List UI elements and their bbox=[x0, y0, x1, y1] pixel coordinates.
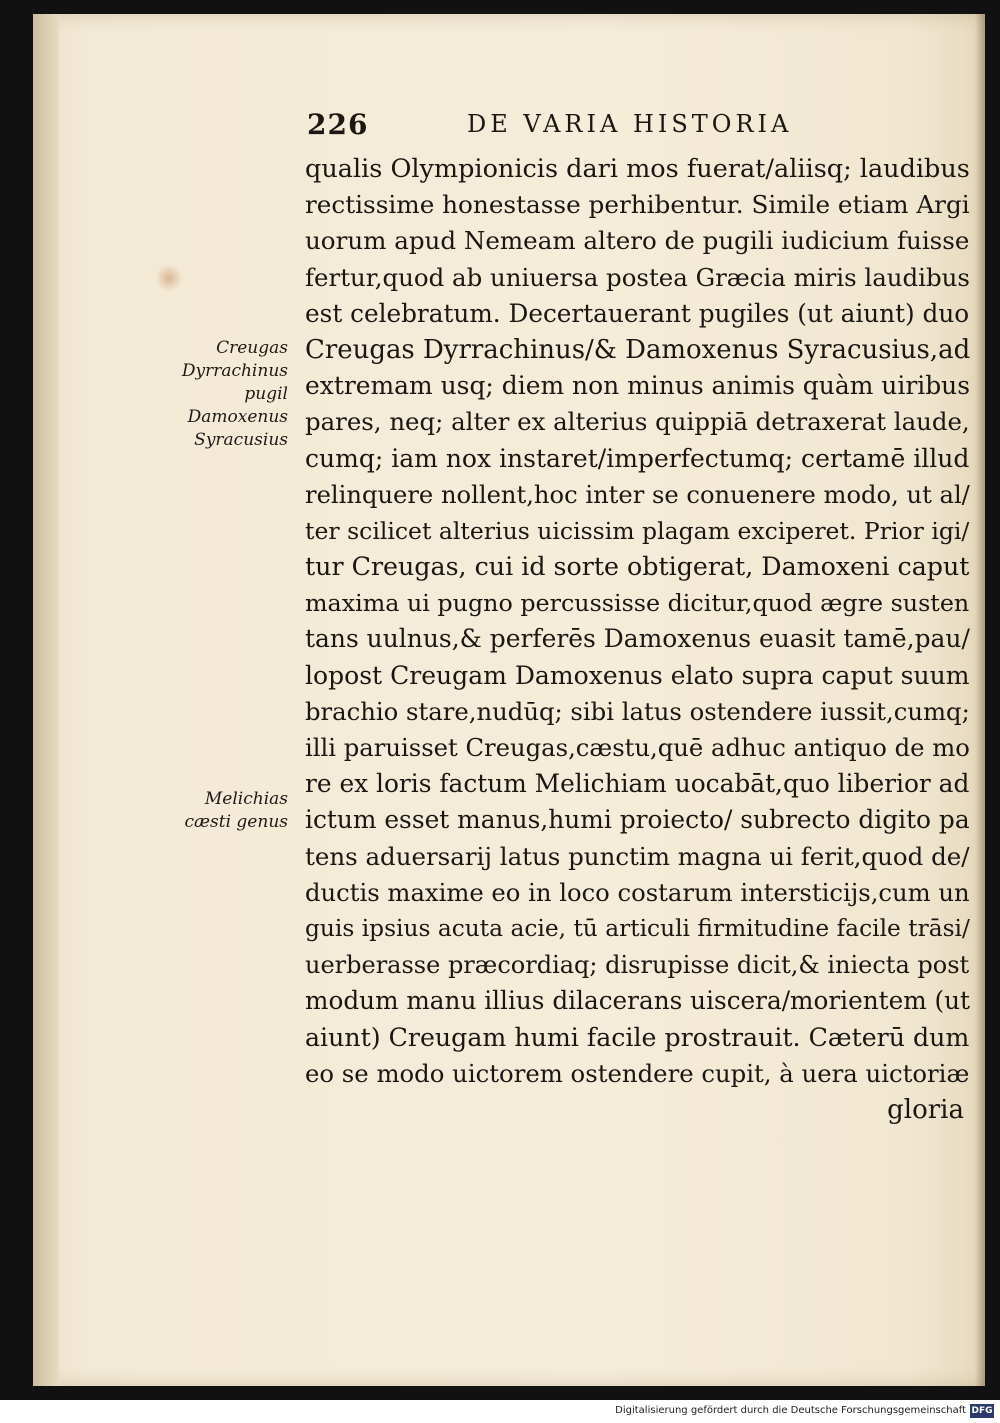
marginal-note-line: pugil bbox=[244, 384, 288, 404]
page-number: 226 bbox=[307, 108, 369, 141]
marginal-note-line: Dyrrachinus bbox=[181, 361, 288, 381]
marginal-note-line: Damoxenus bbox=[187, 407, 288, 427]
marginal-note-line: Melichias bbox=[204, 789, 288, 809]
text-line: tens aduersarij latus punctim magna ui ferit,quod de/ bbox=[305, 841, 970, 871]
marginal-note-line: Creugas bbox=[216, 338, 288, 358]
dfg-logo-icon: DFG bbox=[971, 1406, 993, 1416]
text-line: tur Creugas, cui id sorte obtigerat, Damoxeni caput bbox=[305, 552, 970, 582]
ink-stain bbox=[155, 264, 183, 292]
body-text bbox=[305, 151, 970, 1128]
text-line: ictum esset manus,humi proiecto/ subrecto digito pa bbox=[305, 805, 970, 835]
text-line: est celebratum. Decertauerant pugiles (ut aiunt) duo bbox=[305, 298, 970, 328]
text-line: uerberasse præcordiaq; disrupisse dicit,& iniecta post bbox=[305, 951, 970, 980]
text-line: ductis maxime eo in loco costarum intersticijs,cum un bbox=[305, 877, 970, 907]
text-line: uorum apud Nemeam altero de pugili iudicium fuisse bbox=[305, 226, 970, 256]
text-line: tans uulnus,& perferēs Damoxenus euasit tamē,pau/ bbox=[305, 624, 970, 654]
funding-credit: Digitalisierung gefördert durch die Deutsche Forschungsgemeinschaft bbox=[615, 1405, 966, 1416]
text-line: eo se modo uictorem ostendere cupit, à uera uictoriæ bbox=[305, 1058, 970, 1088]
marginal-note bbox=[185, 788, 288, 834]
marginal-note-line: Syracusius bbox=[194, 430, 288, 450]
text-line: brachio stare,nudūq; sibi latus ostendere iussit,cumq; bbox=[305, 696, 970, 726]
text-line: lopost Creugam Damoxenus elato supra caput suum bbox=[305, 660, 970, 690]
text-line: pares, neq; alter ex alterius quippiā detraxerat laude, bbox=[305, 407, 970, 437]
marginal-note-line: cæsti genus bbox=[184, 812, 288, 832]
catchword: gloria bbox=[887, 1094, 964, 1125]
text-line: qualis Olympionicis dari mos fuerat/aliisq; laudibus bbox=[305, 154, 970, 184]
text-line: maxima ui pugno percussisse dicitur,quod ægre susten bbox=[305, 589, 970, 618]
marginal-note bbox=[182, 337, 288, 452]
text-line: fertur,quod ab uniuersa postea Græcia miris laudibus bbox=[305, 262, 970, 292]
text-line: illi paruisset Creugas,cæstu,quē adhuc antiquo de mo bbox=[305, 733, 970, 762]
text-line: ter scilicet alterius uicissim plagam exciperet. Prior igi/ bbox=[305, 516, 970, 545]
text-line: extremam usq; diem non minus animis quàm uiribus bbox=[305, 371, 971, 401]
text-line: modum manu illius dilacerans uiscera/morientem (ut bbox=[305, 986, 970, 1016]
running-title: DE VARIA HISTORIA bbox=[467, 110, 793, 138]
text-line: aiunt) Creugam humi facile prostrauit. Cæterū dum bbox=[305, 1022, 970, 1052]
text-line: re ex loris factum Melichiam uocabāt,quo liberior ad bbox=[305, 769, 970, 799]
page-gutter bbox=[33, 14, 59, 1386]
digitization-footer bbox=[0, 1400, 1000, 1423]
text-line: rectissime honestasse perhibentur. Simile etiam Argi bbox=[305, 190, 970, 220]
text-line: guis ipsius acuta acie, tū articuli firmitudine facile trāsi/ bbox=[305, 914, 970, 942]
text-line: cumq; iam nox instaret/imperfectumq; certamē illud bbox=[305, 443, 970, 473]
text-line: Creugas Dyrrachinus/& Damoxenus Syracusius,ad bbox=[305, 334, 971, 365]
page-edge-shadow bbox=[975, 14, 985, 1386]
running-head bbox=[307, 108, 827, 148]
text-line: relinquere nollent,hoc inter se conuenere modo, ut al/ bbox=[305, 480, 970, 509]
